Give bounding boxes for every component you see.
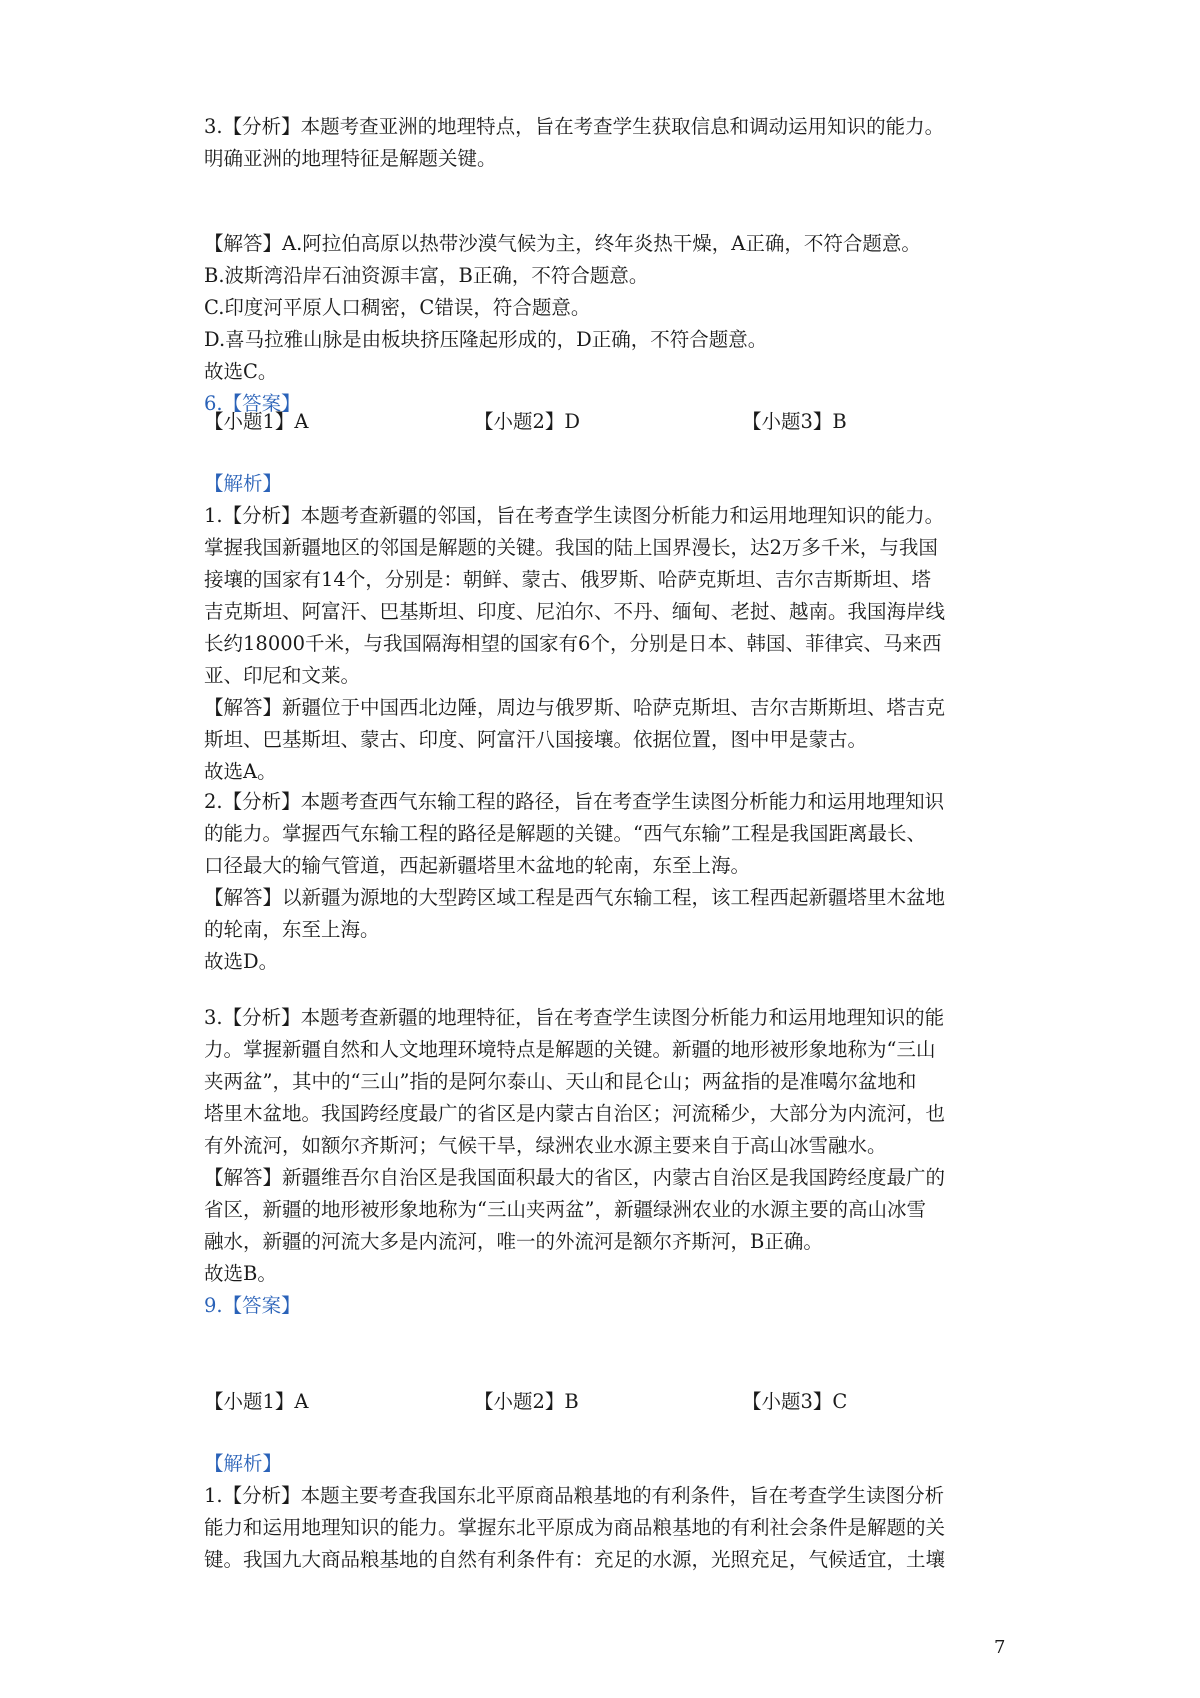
text-line: 【解答】新疆位于中国西北边陲，周边与俄罗斯、哈萨克斯坦、吉尔吉斯斯坦、塔吉克 <box>204 696 946 719</box>
text-line: 斯坦、巴基斯坦、蒙古、印度、阿富汗八国接壤。依据位置，图中甲是蒙古。 <box>204 728 868 751</box>
q6-jiexi-heading: 【解析】 <box>204 472 283 495</box>
text-line: 亚、印尼和文莱。 <box>204 664 361 687</box>
text-line: 故选A。 <box>204 760 277 783</box>
text-line: 1.【分析】本题主要考查我国东北平原商品粮基地的有利条件，旨在考查学生读图分析 <box>204 1484 945 1507</box>
text-line: 口径最大的输气管道，西起新疆塔里木盆地的轮南，东至上海。 <box>204 854 751 877</box>
text-line: 【解答】新疆维吾尔自治区是我国面积最大的省区，内蒙古自治区是我国跨经度最广的 <box>204 1166 946 1189</box>
q9-sub-3: 【小题3】C <box>742 1390 848 1413</box>
q6-heading: 6.【答案】 <box>204 392 301 415</box>
text-line: 长约18000千米，与我国隔海相望的国家有6个，分别是日本、韩国、菲律宾、马来西 <box>204 632 942 655</box>
q9-sub-2: 【小题2】B <box>474 1390 579 1413</box>
text-line: 3.【分析】本题考查新疆的地理特征，旨在考查学生读图分析能力和运用地理知识的能 <box>204 1006 945 1029</box>
q5-part3-analysis <box>204 111 1004 175</box>
text-line: 键。我国九大商品粮基地的自然有利条件有：充足的水源，光照充足，气候适宜，土壤 <box>204 1548 946 1571</box>
text-line: 融水，新疆的河流大多是内流河，唯一的外流河是额尔齐斯河，B正确。 <box>204 1230 823 1253</box>
text-line: 夹两盆”，其中的“三山”指的是阿尔泰山、天山和昆仑山；两盆指的是准噶尔盆地和 <box>204 1070 917 1093</box>
q6-part2 <box>204 786 1004 978</box>
text-line: C.印度河平原人口稠密，C错误，符合题意。 <box>204 296 591 319</box>
q9-part1 <box>204 1448 1004 1576</box>
text-line: 故选C。 <box>204 360 278 383</box>
text-line: D.喜马拉雅山脉是由板块挤压隆起形成的，D正确，不符合题意。 <box>204 328 768 351</box>
text-line: 故选B。 <box>204 1262 277 1285</box>
q9-jiexi-heading: 【解析】 <box>204 1452 283 1475</box>
text-line: 1.【分析】本题考查新疆的邻国，旨在考查学生读图分析能力和运用地理知识的能力。 <box>204 504 945 527</box>
text-line: 故选D。 <box>204 950 279 973</box>
q6-part3 <box>204 1002 1004 1322</box>
q6-sub-3: 【小题3】B <box>742 410 847 433</box>
q6-sub-2: 【小题2】D <box>474 410 581 433</box>
text-line: 【解答】以新疆为源地的大型跨区域工程是西气东输工程，该工程西起新疆塔里木盆地 <box>204 886 946 909</box>
text-line: 的能力。掌握西气东输工程的路径是解题的关键。“西气东输”工程是我国距离最长、 <box>204 822 926 845</box>
text-line: 接壤的国家有14个，分别是：朝鲜、蒙古、俄罗斯、哈萨克斯坦、吉尔吉斯斯坦、塔 <box>204 568 931 591</box>
text-line: 的轮南，东至上海。 <box>204 918 380 941</box>
text-line: 3.【分析】本题考查亚洲的地理特点，旨在考查学生获取信息和调动运用知识的能力。 <box>204 115 945 138</box>
q9-sub-1: 【小题1】A <box>204 1390 309 1413</box>
text-line: 吉克斯坦、阿富汗、巴基斯坦、印度、尼泊尔、不丹、缅甸、老挝、越南。我国海岸线 <box>204 600 946 623</box>
text-line: 2.【分析】本题考查西气东输工程的路径，旨在考查学生读图分析能力和运用地理知识 <box>204 790 945 813</box>
page-number: 7 <box>994 1637 1006 1658</box>
text-line: 有外流河，如额尔齐斯河；气候干旱，绿洲农业水源主要来自于高山冰雪融水。 <box>204 1134 887 1157</box>
q9-heading: 9.【答案】 <box>204 1294 301 1317</box>
q5-part3-answer <box>204 228 1004 420</box>
text-line: 【解答】A.阿拉伯高原以热带沙漠气候为主，终年炎热干燥，A正确，不符合题意。 <box>204 232 921 255</box>
text-line: 明确亚洲的地理特征是解题关键。 <box>204 147 497 170</box>
text-line: 力。掌握新疆自然和人文地理环境特点是解题的关键。新疆的地形被形象地称为“三山 <box>204 1038 936 1061</box>
text-line: B.波斯湾沿岸石油资源丰富，B正确，不符合题意。 <box>204 264 649 287</box>
q6-part1 <box>204 468 1004 788</box>
text-line: 能力和运用地理知识的能力。掌握东北平原成为商品粮基地的有利社会条件是解题的关 <box>204 1516 946 1539</box>
q6-sub-1: 【小题1】A <box>204 410 309 433</box>
text-line: 省区，新疆的地形被形象地称为“三山夹两盆”，新疆绿洲农业的水源主要的高山冰雪 <box>204 1198 926 1221</box>
text-line: 塔里木盆地。我国跨经度最广的省区是内蒙古自治区；河流稀少，大部分为内流河，也 <box>204 1102 946 1125</box>
text-line: 掌握我国新疆地区的邻国是解题的关键。我国的陆上国界漫长，达2万多千米，与我国 <box>204 536 938 559</box>
